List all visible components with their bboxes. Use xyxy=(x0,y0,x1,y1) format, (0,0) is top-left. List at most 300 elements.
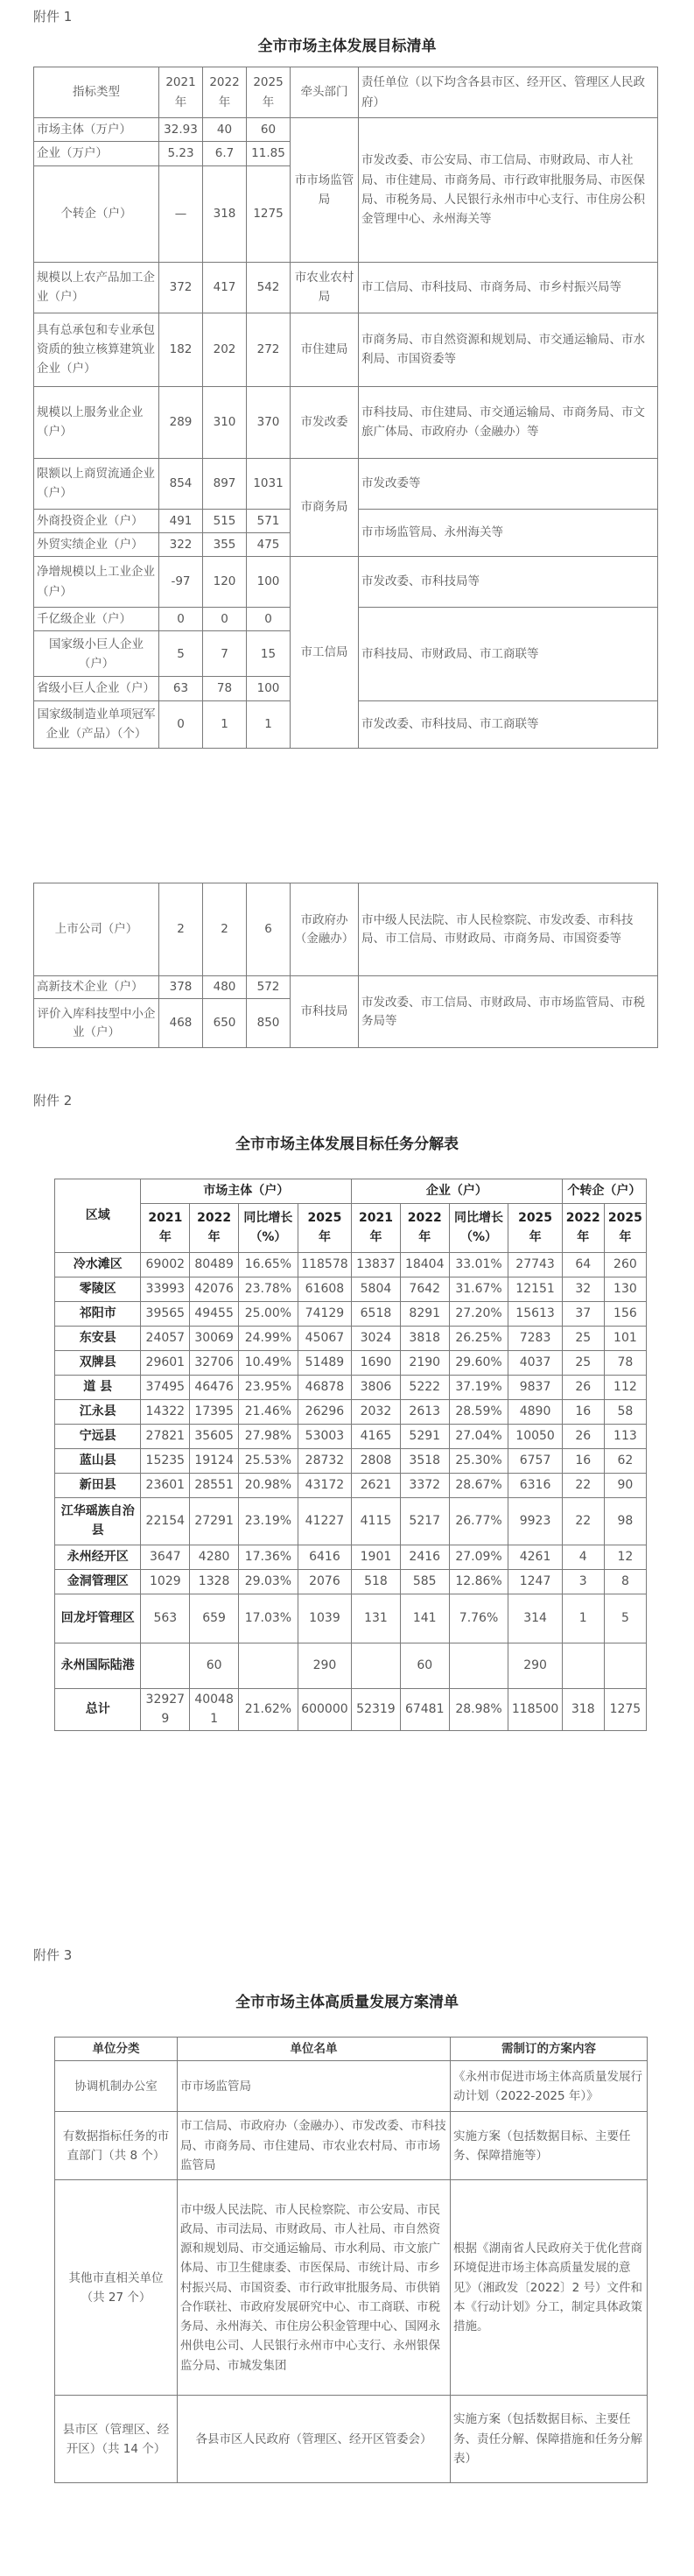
value-cell: 480 xyxy=(203,976,247,999)
value-cell: 26.77% xyxy=(449,1498,508,1545)
lead-dept-cell: 市农业农村局 xyxy=(291,262,359,313)
value-cell: 19124 xyxy=(190,1449,239,1474)
value-cell: 563 xyxy=(141,1594,190,1643)
value-cell: 118500 xyxy=(508,1689,562,1731)
value-cell: 518 xyxy=(352,1570,401,1594)
table-row xyxy=(55,1643,647,1689)
value-cell: 5291 xyxy=(400,1425,449,1449)
value-cell: 28.67% xyxy=(449,1474,508,1498)
value-cell: 26 xyxy=(562,1425,604,1449)
unit-category-cell: 其他市直相关单位（共 27 个） xyxy=(55,2180,178,2396)
table-row xyxy=(34,458,658,509)
value-cell: 29601 xyxy=(141,1351,190,1376)
resp-units-cell: 市发改委、市公安局、市工信局、市财政局、市人社局、市住建局、市商务局、市行政审批服务局、市医保局、市税务局、人民银行永州市中心支行、市住房公积金管理中心、永州海关等 xyxy=(359,118,658,263)
value-cell: 0 xyxy=(247,608,291,631)
value-cell: 90 xyxy=(604,1474,646,1498)
plan-content-cell: 根据《湖南省人民政府关于优化营商环境促进市场主体高质量发展的意见》（湘政发〔2022〕2 号）文件和本《行动计划》分工，制定具体政策措施。 xyxy=(451,2180,648,2396)
value-cell: 290 xyxy=(298,1643,351,1689)
value-cell: 60 xyxy=(400,1643,449,1689)
value-cell: 378 xyxy=(159,976,203,999)
value-cell: 2613 xyxy=(400,1400,449,1425)
indicator-cell: 外贸实绩企业（户） xyxy=(34,532,159,556)
value-cell: 182 xyxy=(159,313,203,386)
value-cell: 30069 xyxy=(190,1327,239,1351)
value-cell: 4 xyxy=(562,1545,604,1570)
header-cell: 企业（户） xyxy=(352,1179,563,1204)
table-row xyxy=(34,976,658,999)
header-cell: 同比增长（%） xyxy=(239,1204,298,1253)
value-cell: 33.01% xyxy=(449,1253,508,1277)
region-cell: 东安县 xyxy=(55,1327,141,1351)
value-cell: 1328 xyxy=(190,1570,239,1594)
value-cell: 3518 xyxy=(400,1449,449,1474)
value-cell: 64 xyxy=(562,1253,604,1277)
value-cell: 290 xyxy=(508,1643,562,1689)
value-cell: 100 xyxy=(247,557,291,608)
header-cell: 指标类型 xyxy=(34,67,159,118)
header-cell: 2022 年 xyxy=(400,1204,449,1253)
plan-content-cell: 《永州市促进市场主体高质量发展行动计划（2022-2025 年）》 xyxy=(451,2061,648,2112)
value-cell xyxy=(352,1643,401,1689)
header-cell: 区域 xyxy=(55,1179,141,1253)
value-cell: 43172 xyxy=(298,1474,351,1498)
header-cell: 个转企（户） xyxy=(562,1179,646,1204)
table-header-row xyxy=(55,1204,647,1253)
value-cell: 542 xyxy=(247,262,291,313)
value-cell: 15613 xyxy=(508,1302,562,1327)
value-cell: 3 xyxy=(562,1570,604,1594)
resp-units-cell: 市发改委、市科技局等 xyxy=(359,557,658,608)
value-cell: 0 xyxy=(203,608,247,631)
value-cell: 318 xyxy=(203,165,247,262)
value-cell: 491 xyxy=(159,509,203,532)
value-cell: 32706 xyxy=(190,1351,239,1376)
value-cell: 29.03% xyxy=(239,1570,298,1594)
value-cell: 37.19% xyxy=(449,1376,508,1400)
value-cell: 27.04% xyxy=(449,1425,508,1449)
value-cell: 25 xyxy=(562,1351,604,1376)
value-cell: 21.46% xyxy=(239,1400,298,1425)
unit-category-cell: 县市区（管理区、经开区）（共 14 个） xyxy=(55,2396,178,2483)
value-cell: 3806 xyxy=(352,1376,401,1400)
table-header-row xyxy=(55,2038,648,2061)
value-cell: 2621 xyxy=(352,1474,401,1498)
region-cell: 道 县 xyxy=(55,1376,141,1400)
value-cell: 260 xyxy=(604,1253,646,1277)
table-row xyxy=(55,1400,647,1425)
value-cell: 4261 xyxy=(508,1545,562,1570)
value-cell: 46878 xyxy=(298,1376,351,1400)
header-cell: 2025 年 xyxy=(298,1204,351,1253)
table-row xyxy=(34,118,658,142)
value-cell: 100 xyxy=(247,677,291,700)
lead-dept-cell: 市住建局 xyxy=(291,313,359,386)
unit-list-cell: 市市场监管局 xyxy=(178,2061,451,2112)
value-cell: 3647 xyxy=(141,1545,190,1570)
value-cell: 13837 xyxy=(352,1253,401,1277)
annex-1-label: 附件 1 xyxy=(33,9,73,25)
value-cell: 45067 xyxy=(298,1327,351,1351)
table-row xyxy=(55,1302,647,1327)
lead-dept-cell: 市政府办（金融办） xyxy=(291,883,359,976)
resp-units-cell: 市发改委等 xyxy=(359,458,658,509)
value-cell: 25.00% xyxy=(239,1302,298,1327)
header-cell: 同比增长（%） xyxy=(449,1204,508,1253)
value-cell: 7642 xyxy=(400,1277,449,1302)
value-cell: 7.76% xyxy=(449,1594,508,1643)
value-cell: 3372 xyxy=(400,1474,449,1498)
table-row xyxy=(55,1594,647,1643)
indicator-cell: 国家级制造业单项冠军企业（产品）（个） xyxy=(34,700,159,748)
value-cell: 5804 xyxy=(352,1277,401,1302)
indicator-cell: 规模以上服务业企业（户） xyxy=(34,386,159,458)
value-cell: 28732 xyxy=(298,1449,351,1474)
value-cell: 17.36% xyxy=(239,1545,298,1570)
value-cell: 17.03% xyxy=(239,1594,298,1643)
annex-3-label: 附件 3 xyxy=(33,1947,73,1963)
value-cell: 67481 xyxy=(400,1689,449,1731)
indicator-cell: 国家级小巨人企业（户） xyxy=(34,631,159,677)
value-cell: 25.30% xyxy=(449,1449,508,1474)
value-cell: 15 xyxy=(247,631,291,677)
value-cell: 46476 xyxy=(190,1376,239,1400)
value-cell: 51489 xyxy=(298,1351,351,1376)
value-cell: 31.67% xyxy=(449,1277,508,1302)
value-cell: 42076 xyxy=(190,1277,239,1302)
value-cell: 370 xyxy=(247,386,291,458)
header-cell: 需制订的方案内容 xyxy=(451,2038,648,2061)
value-cell: 37495 xyxy=(141,1376,190,1400)
value-cell: 53003 xyxy=(298,1425,351,1449)
value-cell: 29.60% xyxy=(449,1351,508,1376)
value-cell: 14322 xyxy=(141,1400,190,1425)
indicator-cell: 净增规模以上工业企业（户） xyxy=(34,557,159,608)
lead-dept-cell: 市工信局 xyxy=(291,557,359,749)
unit-list-cell: 各县市区人民政府（管理区、经开区管委会） xyxy=(178,2396,451,2483)
indicator-cell: 规模以上农产品加工企业（户） xyxy=(34,262,159,313)
value-cell: 16 xyxy=(562,1449,604,1474)
table-row xyxy=(55,2061,648,2112)
value-cell: 28.98% xyxy=(449,1689,508,1731)
value-cell: 2416 xyxy=(400,1545,449,1570)
table-header-row xyxy=(34,67,658,118)
table-row xyxy=(34,262,658,313)
value-cell: 23.95% xyxy=(239,1376,298,1400)
region-cell: 永州经开区 xyxy=(55,1545,141,1570)
value-cell: 27743 xyxy=(508,1253,562,1277)
table-row xyxy=(55,1570,647,1594)
value-cell: 0 xyxy=(159,700,203,748)
table-row xyxy=(55,1689,647,1731)
value-cell: 120 xyxy=(203,557,247,608)
value-cell: 322 xyxy=(159,532,203,556)
region-cell: 祁阳市 xyxy=(55,1302,141,1327)
value-cell: 26 xyxy=(562,1376,604,1400)
table-row xyxy=(55,1425,647,1449)
value-cell: 22 xyxy=(562,1474,604,1498)
value-cell: 27821 xyxy=(141,1425,190,1449)
resp-units-cell: 市市场监管局、永州海关等 xyxy=(359,509,658,557)
value-cell: 4165 xyxy=(352,1425,401,1449)
value-cell: 2808 xyxy=(352,1449,401,1474)
indicator-cell: 个转企（户） xyxy=(34,165,159,262)
value-cell: 5 xyxy=(159,631,203,677)
resp-units-cell: 市发改委、市工信局、市财政局、市市场监管局、市税务局等 xyxy=(359,976,658,1048)
annex-2-label: 附件 2 xyxy=(33,1093,73,1109)
resp-units-cell: 市发改委、市科技局、市工商联等 xyxy=(359,700,658,748)
value-cell: 17395 xyxy=(190,1400,239,1425)
resp-units-cell: 市科技局、市财政局、市工商联等 xyxy=(359,608,658,701)
value-cell: 318 xyxy=(562,1689,604,1731)
value-cell: 20.98% xyxy=(239,1474,298,1498)
value-cell: 4115 xyxy=(352,1498,401,1545)
value-cell: 1031 xyxy=(247,458,291,509)
region-cell: 零陵区 xyxy=(55,1277,141,1302)
value-cell: 61608 xyxy=(298,1277,351,1302)
value-cell: 8291 xyxy=(400,1302,449,1327)
resp-units-cell: 市商务局、市自然资源和规划局、市交通运输局、市水利局、市国资委等 xyxy=(359,313,658,386)
value-cell: 2190 xyxy=(400,1351,449,1376)
unit-list-cell: 市工信局、市政府办（金融办）、市发改委、市科技局、市商务局、市住建局、市农业农村局、市市场监管局 xyxy=(178,2112,451,2180)
region-cell: 金洞管理区 xyxy=(55,1570,141,1594)
value-cell: 417 xyxy=(203,262,247,313)
header-cell: 2021 年 xyxy=(352,1204,401,1253)
region-cell: 宁远县 xyxy=(55,1425,141,1449)
resp-units-cell: 市中级人民法院、市人民检察院、市发改委、市科技局、市工信局、市财政局、市商务局、市国资委等 xyxy=(359,883,658,976)
value-cell: 27.20% xyxy=(449,1302,508,1327)
indicator-cell: 千亿级企业（户） xyxy=(34,608,159,631)
lead-dept-cell: 市科技局 xyxy=(291,976,359,1048)
value-cell: 659 xyxy=(190,1594,239,1643)
value-cell: 26296 xyxy=(298,1400,351,1425)
table-row xyxy=(55,1277,647,1302)
table-row xyxy=(55,1498,647,1545)
header-cell: 2021 年 xyxy=(159,67,203,118)
region-cell: 蓝山县 xyxy=(55,1449,141,1474)
table-row xyxy=(34,313,658,386)
header-cell: 单位分类 xyxy=(55,2038,178,2061)
value-cell: 571 xyxy=(247,509,291,532)
value-cell: 25.53% xyxy=(239,1449,298,1474)
value-cell: 16 xyxy=(562,1400,604,1425)
value-cell: 2032 xyxy=(352,1400,401,1425)
resp-units-cell: 市科技局、市住建局、市交通运输局、市商务局、市文旅广体局、市政府办（金融办）等 xyxy=(359,386,658,458)
value-cell: 74129 xyxy=(298,1302,351,1327)
unit-category-cell: 协调机制办公室 xyxy=(55,2061,178,2112)
value-cell: 400481 xyxy=(190,1689,239,1731)
value-cell: 1247 xyxy=(508,1570,562,1594)
table-row xyxy=(55,2396,648,2483)
unit-list-cell: 市中级人民法院、市人民检察院、市公安局、市民政局、市司法局、市财政局、市人社局、市自然资源和规划局、市交通运输局、市水利局、市文旅广体局、市卫生健康委、市医保局、市统计局、市乡村振兴局、市国资委、市行政审批服务局、市供销合作联社、市政府发展研究中心、市工商联、市税务局、永州海关、市住房公积金管理中心、国网永州供电公司、人民银行永州市中心支行、永州银保监分局、市城发集团 xyxy=(178,2180,451,2396)
value-cell: 32.93 xyxy=(159,118,203,142)
value-cell: 5.23 xyxy=(159,142,203,165)
value-cell: 156 xyxy=(604,1302,646,1327)
value-cell: 10.49% xyxy=(239,1351,298,1376)
value-cell: 22154 xyxy=(141,1498,190,1545)
value-cell: 27291 xyxy=(190,1498,239,1545)
value-cell: 63 xyxy=(159,677,203,700)
value-cell: 60 xyxy=(247,118,291,142)
value-cell: 310 xyxy=(203,386,247,458)
value-cell: 355 xyxy=(203,532,247,556)
target-list-table-continued xyxy=(33,883,658,1048)
annex-3-title: 全市市场主体高质量发展方案清单 xyxy=(235,1994,459,2011)
value-cell: 27.98% xyxy=(239,1425,298,1449)
value-cell: 5222 xyxy=(400,1376,449,1400)
indicator-cell: 高新技术企业（户） xyxy=(34,976,159,999)
task-breakdown-table xyxy=(54,1179,647,1731)
table-row xyxy=(34,386,658,458)
value-cell: 6.7 xyxy=(203,142,247,165)
region-cell: 江永县 xyxy=(55,1400,141,1425)
value-cell: 15235 xyxy=(141,1449,190,1474)
value-cell: 41227 xyxy=(298,1498,351,1545)
annex-1-title: 全市市场主体发展目标清单 xyxy=(257,38,437,55)
value-cell: 6416 xyxy=(298,1545,351,1570)
value-cell: 78 xyxy=(203,677,247,700)
value-cell: 6316 xyxy=(508,1474,562,1498)
value-cell: 3024 xyxy=(352,1327,401,1351)
region-cell: 新田县 xyxy=(55,1474,141,1498)
value-cell: 4890 xyxy=(508,1400,562,1425)
region-cell: 总计 xyxy=(55,1689,141,1731)
value-cell: 78 xyxy=(604,1351,646,1376)
header-cell: 2025 年 xyxy=(247,67,291,118)
plan-content-cell: 实施方案（包括数据目标、主要任务、责任分解、保障措施和任务分解表） xyxy=(451,2396,648,2483)
value-cell xyxy=(604,1643,646,1689)
value-cell: 39565 xyxy=(141,1302,190,1327)
value-cell: 11.85 xyxy=(247,142,291,165)
annex-2-title: 全市市场主体发展目标任务分解表 xyxy=(235,1136,459,1153)
table-row xyxy=(55,2180,648,2396)
indicator-cell: 限额以上商贸流通企业（户） xyxy=(34,458,159,509)
value-cell: 6757 xyxy=(508,1449,562,1474)
header-cell: 市场主体（户） xyxy=(141,1179,352,1204)
header-cell: 牵头部门 xyxy=(291,67,359,118)
target-list-table xyxy=(33,67,658,749)
header-cell: 2021 年 xyxy=(141,1204,190,1253)
value-cell: 3818 xyxy=(400,1327,449,1351)
value-cell: 850 xyxy=(247,999,291,1048)
table-row xyxy=(55,1351,647,1376)
value-cell: 12151 xyxy=(508,1277,562,1302)
value-cell: 515 xyxy=(203,509,247,532)
header-cell: 2025 年 xyxy=(604,1204,646,1253)
indicator-cell: 具有总承包和专业承包资质的独立核算建筑业企业（户） xyxy=(34,313,159,386)
value-cell: 6 xyxy=(247,883,291,976)
value-cell: 8 xyxy=(604,1570,646,1594)
region-cell: 双牌县 xyxy=(55,1351,141,1376)
value-cell: 5 xyxy=(604,1594,646,1643)
table-row xyxy=(34,557,658,608)
table-row xyxy=(55,1545,647,1570)
value-cell: 6518 xyxy=(352,1302,401,1327)
value-cell: 897 xyxy=(203,458,247,509)
table-row xyxy=(34,883,658,976)
value-cell: 10050 xyxy=(508,1425,562,1449)
value-cell: 27.09% xyxy=(449,1545,508,1570)
value-cell xyxy=(239,1643,298,1689)
value-cell: 1039 xyxy=(298,1594,351,1643)
value-cell: 4037 xyxy=(508,1351,562,1376)
value-cell: 98 xyxy=(604,1498,646,1545)
value-cell: 272 xyxy=(247,313,291,386)
value-cell: 131 xyxy=(352,1594,401,1643)
value-cell: 2 xyxy=(203,883,247,976)
value-cell: 35605 xyxy=(190,1425,239,1449)
value-cell: 40 xyxy=(203,118,247,142)
table-header-row xyxy=(55,1179,647,1204)
lead-dept-cell: 市市场监管局 xyxy=(291,118,359,263)
value-cell: 24057 xyxy=(141,1327,190,1351)
value-cell: 37 xyxy=(562,1302,604,1327)
value-cell: 314 xyxy=(508,1594,562,1643)
value-cell: 1 xyxy=(247,700,291,748)
table-row xyxy=(55,2112,648,2180)
value-cell: 475 xyxy=(247,532,291,556)
value-cell: 52319 xyxy=(352,1689,401,1731)
value-cell: 289 xyxy=(159,386,203,458)
value-cell: — xyxy=(159,165,203,262)
value-cell: 23.19% xyxy=(239,1498,298,1545)
value-cell: 32 xyxy=(562,1277,604,1302)
value-cell: 28551 xyxy=(190,1474,239,1498)
value-cell: 1 xyxy=(562,1594,604,1643)
value-cell: 23601 xyxy=(141,1474,190,1498)
indicator-cell: 评价入库科技型中小企业（户） xyxy=(34,999,159,1048)
value-cell: 4280 xyxy=(190,1545,239,1570)
value-cell: 101 xyxy=(604,1327,646,1351)
value-cell: 26.25% xyxy=(449,1327,508,1351)
value-cell: 650 xyxy=(203,999,247,1048)
value-cell: 23.78% xyxy=(239,1277,298,1302)
header-cell: 责任单位（以下均含各县市区、经开区、管理区人民政府） xyxy=(359,67,658,118)
value-cell: 25 xyxy=(562,1327,604,1351)
region-cell: 永州国际陆港 xyxy=(55,1643,141,1689)
value-cell xyxy=(141,1643,190,1689)
value-cell: 12 xyxy=(604,1545,646,1570)
value-cell: 1 xyxy=(203,700,247,748)
value-cell: 33993 xyxy=(141,1277,190,1302)
value-cell: 202 xyxy=(203,313,247,386)
value-cell: -97 xyxy=(159,557,203,608)
table-row xyxy=(55,1253,647,1277)
resp-units-cell: 市工信局、市科技局、市商务局、市乡村振兴局等 xyxy=(359,262,658,313)
value-cell: 0 xyxy=(159,608,203,631)
value-cell: 21.62% xyxy=(239,1689,298,1731)
value-cell: 22 xyxy=(562,1498,604,1545)
value-cell: 9837 xyxy=(508,1376,562,1400)
header-cell: 2022 年 xyxy=(562,1204,604,1253)
unit-category-cell: 有数据指标任务的市直部门（共 8 个） xyxy=(55,2112,178,2180)
value-cell: 24.99% xyxy=(239,1327,298,1351)
value-cell: 141 xyxy=(400,1594,449,1643)
value-cell: 118578 xyxy=(298,1253,351,1277)
lead-dept-cell: 市发改委 xyxy=(291,386,359,458)
value-cell: 80489 xyxy=(190,1253,239,1277)
value-cell: 28.59% xyxy=(449,1400,508,1425)
header-cell: 2022 年 xyxy=(190,1204,239,1253)
indicator-cell: 上市公司（户） xyxy=(34,883,159,976)
value-cell: 49455 xyxy=(190,1302,239,1327)
value-cell: 1275 xyxy=(604,1689,646,1731)
value-cell xyxy=(449,1643,508,1689)
value-cell: 18404 xyxy=(400,1253,449,1277)
region-cell: 回龙圩管理区 xyxy=(55,1594,141,1643)
indicator-cell: 企业（万户） xyxy=(34,142,159,165)
value-cell: 1275 xyxy=(247,165,291,262)
plan-list-table xyxy=(54,2037,648,2483)
